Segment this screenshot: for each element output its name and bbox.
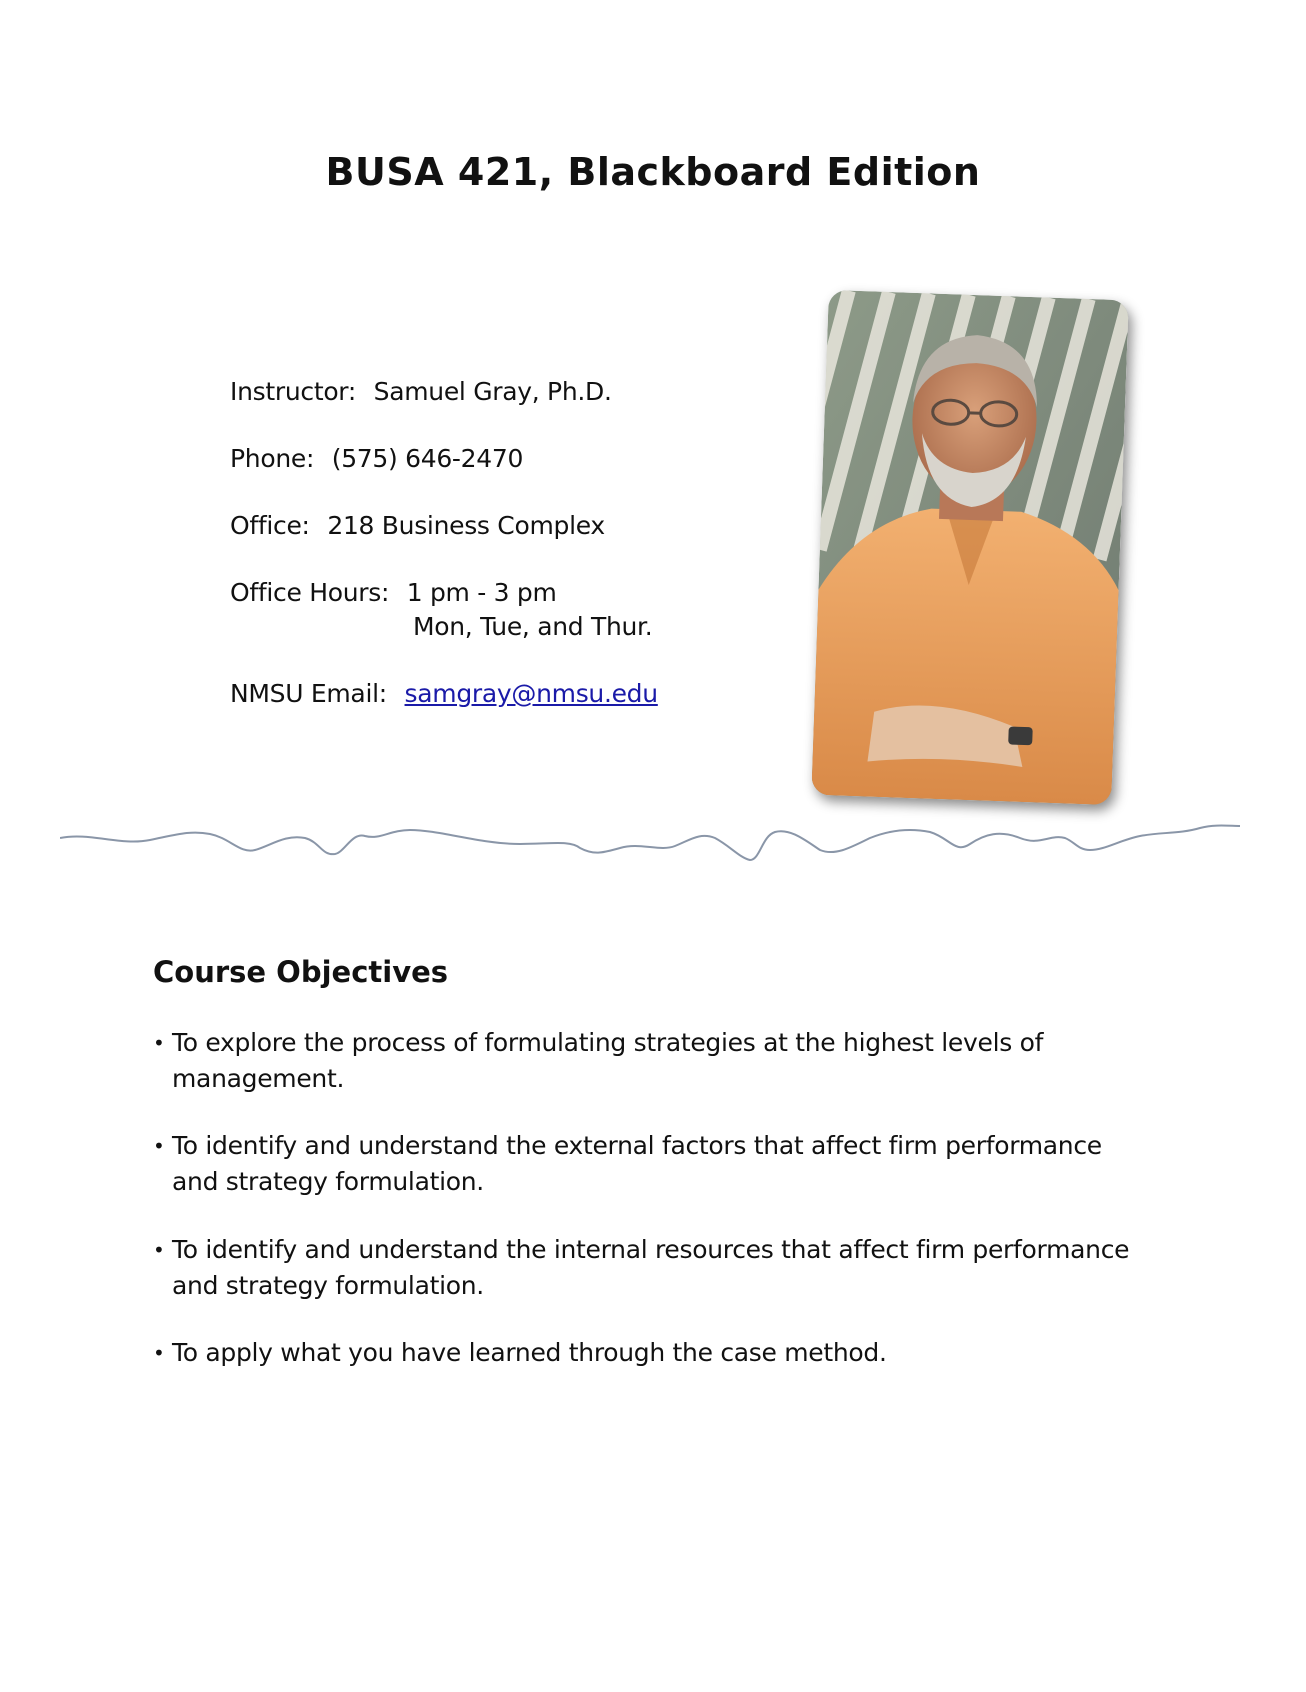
instructor-name: Samuel Gray, Ph.D. [373, 377, 612, 406]
list-item [153, 1128, 1153, 1200]
office-location: 218 Business Complex [327, 511, 605, 540]
list-item [153, 1232, 1153, 1304]
objective-text: To apply what you have learned through the case method. [172, 1338, 887, 1367]
office-hours-label: Office Hours: [230, 578, 390, 607]
office-hours-time: 1 pm - 3 pm [406, 578, 557, 607]
email-row [230, 677, 658, 711]
bullet-icon: • [153, 1031, 165, 1055]
torn-edge-divider [60, 820, 1240, 880]
instructor-portrait-image [811, 290, 1128, 805]
instructor-row [230, 375, 612, 409]
email-label: NMSU Email: [230, 679, 387, 708]
objective-text: To explore the process of formulating strategies at the highest levels of management. [172, 1028, 1044, 1093]
list-item [153, 1025, 1153, 1097]
instructor-label: Instructor: [230, 377, 356, 406]
office-hours-row [230, 576, 557, 610]
phone-number: (575) 646-2470 [331, 444, 524, 473]
phone-label: Phone: [230, 444, 315, 473]
office-hours-days: Mon, Tue, and Thur. [413, 612, 653, 641]
objective-text: To identify and understand the external factors that affect firm performance and strategy formulation. [172, 1131, 1102, 1196]
instructor-photo [811, 290, 1128, 805]
bullet-icon: • [153, 1134, 165, 1158]
objective-text: To identify and understand the internal resources that affect firm performance and strategy formulation. [172, 1235, 1130, 1300]
office-row [230, 509, 605, 543]
page-title: BUSA 421, Blackboard Edition [325, 150, 981, 194]
list-item [153, 1335, 1153, 1371]
phone-row [230, 442, 523, 476]
office-label: Office: [230, 511, 310, 540]
bullet-icon: • [153, 1238, 165, 1262]
course-objectives-heading: Course Objectives [153, 955, 449, 989]
email-link[interactable]: samgray@nmsu.edu [404, 679, 658, 708]
bullet-icon: • [153, 1341, 165, 1365]
